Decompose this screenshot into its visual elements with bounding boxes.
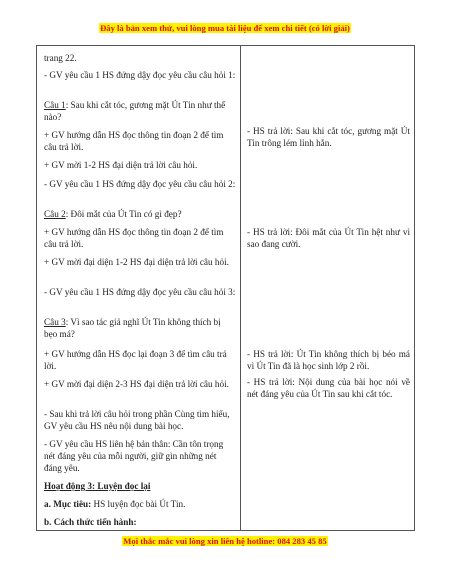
text-line: - Sau khi trả lời câu hỏi trong phần Cùng tìm hiểu, GV yêu cầu HS nêu nội dung bài học. [44, 409, 230, 432]
activity-3-heading: Hoạt động 3: Luyện đọc lại [44, 481, 151, 491]
text-line: + GV mời 1-2 HS đại diện trả lời câu hỏi. [44, 160, 198, 170]
hotline-banner [0, 536, 450, 546]
hotline-banner-text: Mọi thắc mắc vui lòng xin liên hệ hotline: 084 283 45 85 [123, 536, 327, 546]
text-line: - GV yêu cầu HS liên hệ bản thân: Cần tôn trọng nét đáng yêu của mỗi người, giữ gìn những nét đáng yêu. [44, 439, 224, 474]
text-line: + GV hướng dẫn HS đọc thông tin đoạn 2 để tìm câu trả lời. [44, 227, 224, 250]
text-line: - GV yêu cầu 1 HS đứng dậy đọc yêu cầu câu hỏi 3: [44, 287, 236, 297]
goal-label: a. Mục tiêu: [44, 499, 92, 509]
question-2 [44, 208, 236, 220]
teacher-activities-column [37, 46, 241, 530]
question-1 [44, 99, 236, 123]
answer-4: - HS trả lời: Nội dung của bài học nói về nét đáng yêu của Út Tin sau khi cắt tóc. [247, 377, 410, 400]
student-activities-column [241, 46, 416, 530]
answer-1: - HS trả lời: Sau khi cắt tóc, gương mặt Út Tin trông lém lỉnh hẳn. [247, 126, 410, 149]
answer-3: - HS trả lời: Út Tin không thích bị béo má vì Út Tin đã là học sinh lớp 2 rồi. [247, 349, 410, 372]
goal-text: HS luyện đọc bài Út Tin. [91, 499, 186, 509]
question-3 [44, 316, 236, 340]
text-line: + GV hướng dẫn HS đọc lại đoạn 3 để tìm câu trả lời. [44, 349, 227, 372]
question-3-text: : Vì sao tác giả nghĩ Út Tin không thích bị bẹo má? [44, 317, 221, 340]
method-heading: b. Cách thức tiến hành: [44, 517, 137, 527]
goal-line [44, 498, 236, 510]
text-line: + GV hướng dẫn HS đọc thông tin đoạn 2 để tìm câu trả lời. [44, 130, 224, 153]
question-3-label: Câu 3 [44, 317, 66, 327]
answer-2: - HS trả lời: Đôi mắt của Út Tin hệt như vì sao đang cười. [247, 227, 410, 250]
preview-banner-text: Đây là bản xem thử, vui lòng mua tài liệu để xem chi tiết (có lời giải) [100, 23, 350, 33]
text-line: trang 22. [44, 53, 77, 63]
question-2-text: : Đôi mắt của Út Tin có gì đẹp? [65, 209, 182, 219]
text-line: - GV yêu cầu 1 HS đứng dậy đọc yêu cầu câu hỏi 1: [44, 70, 236, 80]
question-2-label: Câu 2 [44, 209, 66, 219]
text-line: + GV mời đại diện 2-3 HS đại diện trả lời câu hỏi. [44, 379, 229, 389]
lesson-table [36, 45, 415, 531]
question-1-label: Câu 1 [44, 100, 66, 110]
text-line: + GV mời đại diện 1-2 HS đại diện trả lời câu hỏi. [44, 257, 229, 267]
text-line: - GV yêu cầu 1 HS đứng dậy đọc yêu cầu câu hỏi 2: [44, 179, 236, 189]
question-1-text: : Sau khi cắt tóc, gương mặt Út Tin như thế nào? [44, 100, 226, 123]
preview-banner [0, 23, 450, 33]
